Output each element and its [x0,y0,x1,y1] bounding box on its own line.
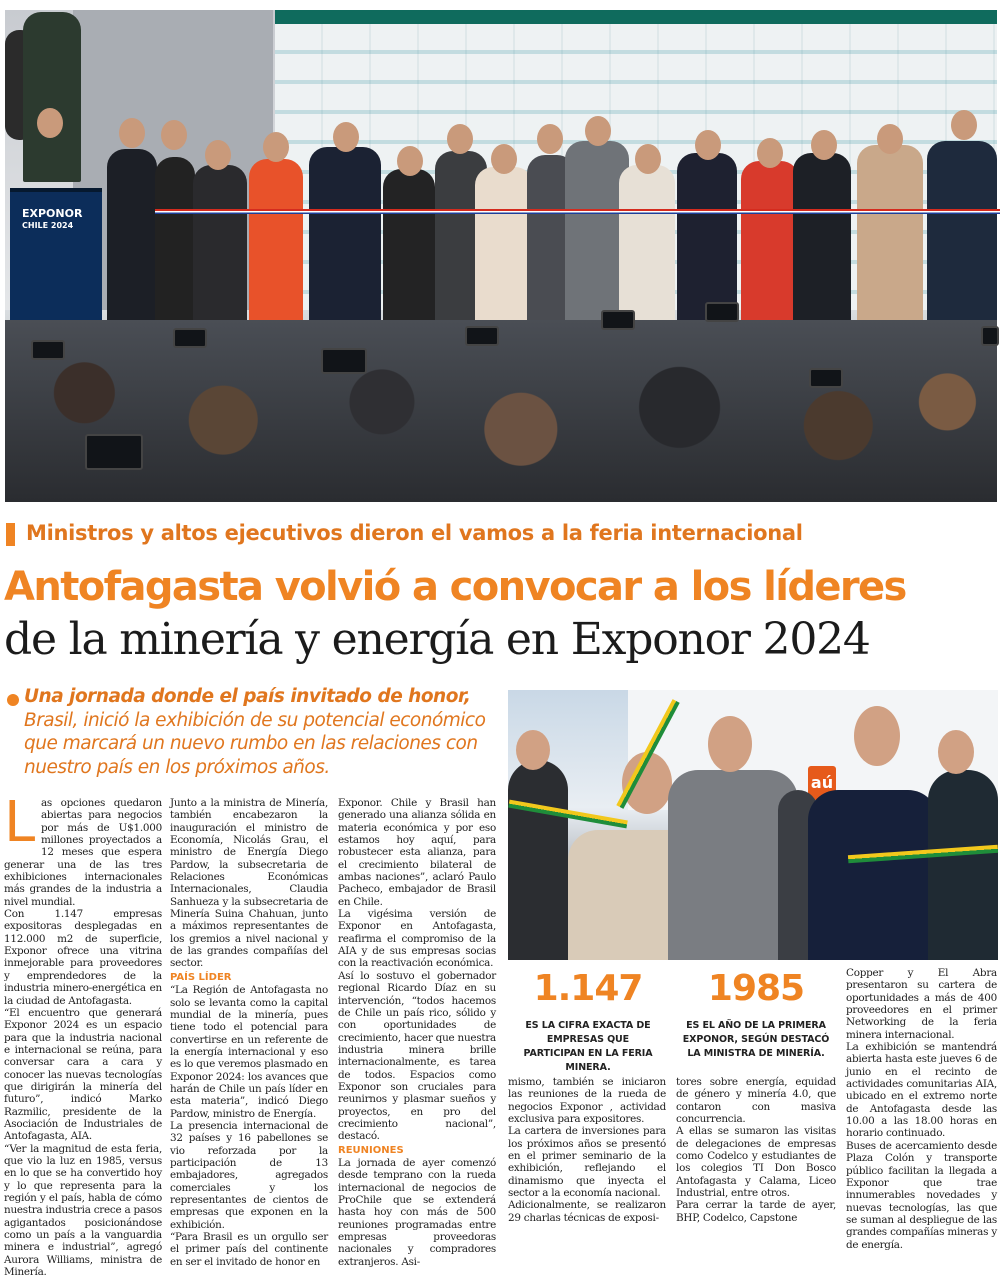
dek-lead: Una jornada donde el país invitado de honor, [24,686,471,707]
paragraph: La cartera de inversiones para los próximos años se presentó en el primer seminario de la exhibición, reflejando el dinamismo que inyecta el sector a la economía nacional. [508,1125,666,1200]
podium-sub: CHILE 2024 [22,221,74,230]
phone-icon [705,302,739,322]
phone-icon [321,348,367,374]
top-photo-ribbon-cutting [5,10,997,502]
paragraph: La presencia internacional de 32 países y 16 pabellones se vio reforzada por la participación de 13 embajadores, agregados comerciales y los representantes de cientos de empresas que exponen en la exhibición. [170,1119,328,1231]
paragraph: Así lo sostuvo el gobernador regional Ricardo Díaz en su intervención, “todos hacemos de Chile un país rico, sólido y con oportunidades de crecimiento, hacer que nuestra industria minera brille internacionalmente, es tarea de todos. Espacios como Exponor son cruciales para reunirnos y plasmar sueños y proyectos, en pro del crecimiento nacional”, destacó. [338,969,496,1143]
paragraph: Con 1.147 empresas expositoras desplegadas en 112.000 m2 de superficie, Exponor ofrece una vitrina inmejorable para proveedores y emprendedores de la industria minero-energética en la ciudad de Antofagasta. [4,908,162,1007]
subhead-pais-lider: PAÍS LÍDER [170,971,232,983]
paragraph: Para cerrar la tarde de ayer, BHP, Codelco, Capstone [676,1199,836,1224]
paragraph: Buses de acercamiento desde Plaza Colón y transporte público facilitan la llegada a Exponor que trae innumerables novedades y nuevas tecnologías, las que se suman al despliegue de las grandes compañías mineras y de energía. [846,1139,997,1251]
paragraph: “Ver la magnitud de esta feria, que vio la luz en 1985, versus en lo que se ha convertido hoy y lo que representa para la región y el país, habla de cómo nuestra industria crece a pasos agigantados posicionándose como un país a la vanguardia minera e industrial”, agregó Aurora Williams, ministra de Minería. [4,1142,162,1278]
dek-rest: Brasil, inició la exhibición de su potencial económico que marcará un nuevo rumbo en las relaciones con nuestro país en los próximos años. [24,709,486,778]
phone-icon [809,368,843,388]
sponsor-badge: aú [808,766,836,800]
right-photo-brazil-ribbon [508,690,998,952]
paragraph: “El encuentro que generará Exponor 2024 es un espacio para que la industria nacional e internacional se reúna, para conversar cara a cara y conocer las nuevas tecnologías que dirigirán la minería del futuro”, indicó Marko Razmilic, presidente de la Asociación de Industriales de Antofagasta, AIA. [4,1006,162,1143]
stat-value-1: 1.147 [533,968,643,1009]
stat-value-2: 1985 [707,968,805,1009]
audience-crowd [5,320,997,502]
podium-brand: EXPONOR [22,207,83,220]
paragraph: La jornada de ayer comenzó desde temprano con la rueda internacional de negocios de ProChile que se extenderá hasta hoy con más de 500 reuniones programadas entre empresas proveedoras nacionales y compradores extranjeros. Asi- [338,1156,496,1268]
paragraph: “Para Brasil es un orgullo ser el primer país del continente en ser el invitado de honor en [170,1231,328,1268]
paragraph: “La Región de Antofagasta no solo se levanta como la capital mundial de la minería, pues tiene todo el potencial para convertirse en un referente de la energía internacional y eso es lo que veremos plasmado en Exponor 2024: los avances que harán de Chile un país líder en esta materia”, indicó Diego Pardow, ministro de Energía. [170,984,328,1120]
subhead-reuniones: REUNIONES [338,1144,404,1156]
paragraph: A ellas se sumaron las visitas de delegaciones de empresas como Codelco y estudiantes de los colegios TI Don Bosco Antofagasta y Calama, Liceo Industrial, entre otros. [676,1125,836,1200]
phone-icon [173,328,207,348]
stat-caption-1: ES LA CIFRA EXACTA DE EMPRESAS QUE PARTICIPAN EN LA FERIA MINERA. [523,1020,653,1073]
dek-bullet [7,694,19,706]
phone-icon [31,340,65,360]
kicker-bar [6,523,15,546]
paragraph: Copper y El Abra presentaron su cartera de oportunidades a más de 400 proveedores en el primer Networking de la feria minera internacional. [846,967,997,1041]
drop-cap: L [4,790,35,855]
body-column-2 [170,797,328,1268]
paragraph: La exhibición se mantendrá abierta hasta este jueves 6 de junio en el recinto de actividades comunitarias AIA, ubicado en el extremo norte de Antofagasta desde las 10.00 a las 18.00 horas en horario continuado. [846,1041,997,1140]
headline-line-1: Antofagasta volvió a convocar a los líderes [4,564,906,610]
dek [24,685,494,779]
paragraph: Exponor. Chile y Brasil han generado una alianza sólida en materia económica y por eso estamos hoy aquí, para robustecer esta alianza, para el crecimiento bilateral de ambas naciones”, aclaró Paulo Pacheco, embajador de Brasil en Chile. [338,797,496,908]
body-column-6 [846,967,997,1251]
speaker-figure [23,12,81,182]
chile-ribbon [155,209,1000,214]
phone-icon [601,310,635,330]
kicker: Ministros y altos ejecutivos dieron el vamos a la feria internacional [26,521,803,545]
phone-icon [981,326,999,346]
phone-icon [85,434,143,470]
body-column-3 [338,797,496,1268]
paragraph: as opciones quedaron abiertas para negocios por más de U$1.000 millones proyectados a 12 meses que espera generar una de las tres exhibiciones internacionales más grandes de la industria a nivel mundial. [4,797,162,908]
headline-line-2: de la minería y energía en Exponor 2024 [4,614,870,665]
podium [10,188,102,338]
paragraph: La vigésima versión de Exponor en Antofagasta, reafirma el compromiso de la AIA y de sus empresas socias con la reactivación económica. [338,908,496,970]
paragraph: Junto a la ministra de Minería, también encabezaron la inauguración el ministro de Economía, Nicolás Grau, el ministro de Energía Diego Pardow, la subsecretaria de Relaciones Económicas Internacionales, Claudia Sanhueza y la subsecretaria de Minería Suina Chahuan, junto a máximos representantes de los gremios a nivel nacional y de las grandes compañías del sector. [170,797,328,970]
body-column-5 [676,1076,836,1238]
stat-caption-2: ES EL AÑO DE LA PRIMERA EXPONOR, SEGÚN DESTACÓ LA MINISTRA DE MINERÍA. [682,1020,830,1059]
paragraph: mismo, también se iniciaron las reuniones de la rueda de negocios Exponor , actividad exclusiva para expositores. [508,1076,666,1126]
paragraph: Adicionalmente, se realizaron 29 charlas técnicas de exposi- [508,1199,666,1224]
paragraph: tores sobre energía, equidad de género y minería 4.0, que contaron con masiva concurrencia. [676,1076,836,1126]
phone-icon [465,326,499,346]
body-column-1 [4,790,162,1278]
body-column-4 [508,1076,666,1238]
